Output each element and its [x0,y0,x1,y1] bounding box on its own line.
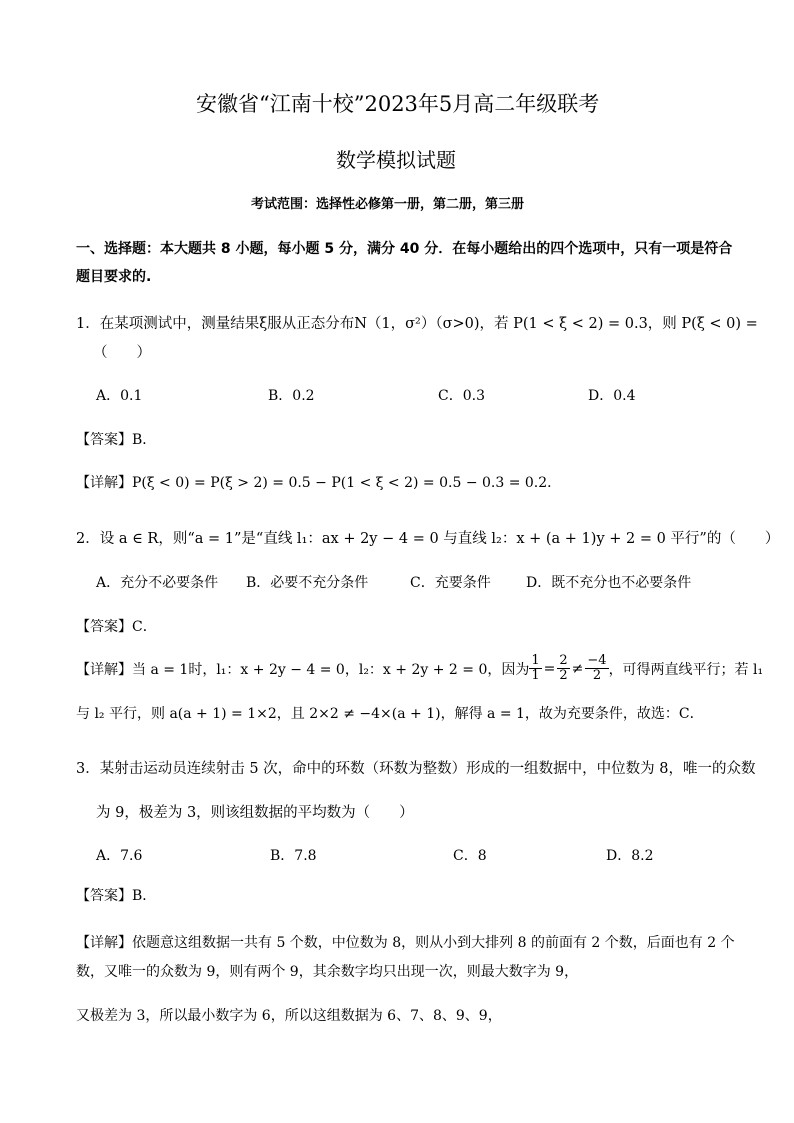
q2-option-c: C．充要条件 [410,575,491,591]
q3-answer: 【答案】B． [76,888,157,904]
q3-detail-line2: 数，又唯一的众数为 9，则有两个 9，其余数字均只出现一次，则最大数字为 9， [76,964,579,980]
q2-option-a: A．充分不必要条件 [96,575,219,591]
q2-detail-pre: 【详解】当 a = 1时，l₁：x + 2y − 4 = 0，l₂：x + 2y + 2 = 0，因为 [76,661,530,678]
q2-detail-line2: 与 l₂ 平行，则 a(a + 1) = 1×2，且 2×2 ≠ −4×(a + 1)，解得 a = 1，故为充要条件，故选：C． [76,706,704,722]
q3-stem-line2: 为 9，极差为 3，则该组数据的平均数为（ ） [96,805,414,821]
exam-scope: 考试范围：选择性必修第一册，第二册，第三册 [251,197,525,212]
q1-option-a: A．0.1 [96,388,143,404]
q1-option-d: D．0.4 [588,388,636,404]
q2-frac3-den: 2 [592,668,602,683]
q2-fraction-2 [557,654,569,683]
section-heading-line1: 一、选择题：本大题共 8 小题，每小题 5 分，满分 40 分．在每小题给出的四个选项中，只有一项是符合 [76,241,733,257]
q2-frac1-den: 1 [531,668,540,683]
q2-option-d: D．既不充分也不必要条件 [526,575,692,591]
q1-option-b: B．0.2 [268,388,315,404]
q3-detail-line1: 【详解】依题意这组数据一共有 5 个数，中位数为 8，则从小到大排列 8 的前面有 2 个数，后面也有 2 个 [76,935,735,951]
q3-stem-line1: 3．某射击运动员连续射击 5 次，命中的环数（环数为整数）形成的一组数据中，中位数为 8，唯一的众数 [76,761,756,777]
q1-detail: 【详解】P(ξ < 0) = P(ξ > 2) = 0.5 − P(1 < ξ < 2) = 0.5 − 0.3 = 0.2． [76,475,562,491]
q1-answer: 【答案】B． [76,432,157,448]
q3-option-a: A．7.6 [96,848,143,864]
q3-option-b: B．7.8 [270,848,317,864]
exam-title: 安徽省“江南十校”2023年5月高二年级联考 [196,92,600,116]
q1-option-c: C．0.3 [438,388,485,404]
q1-stem-line1: 1．在某项测试中，测量结果ξ服从正态分布N（1，σ²）（σ>0)，若 P(1 < ξ < 2) = 0.3，则 P(ξ < 0) = [76,316,758,332]
q2-neq-sign: ≠ [571,660,584,677]
q3-option-c: C．8 [453,848,487,864]
exam-subtitle: 数学模拟试题 [336,148,456,172]
q2-detail-line1 [76,654,763,683]
q3-detail-line3: 又极差为 3，所以最小数字为 6，所以这组数据为 6、7、8、9、9， [76,1008,502,1024]
q2-answer: 【答案】C． [76,619,157,635]
q2-frac1-num: 1 [531,653,540,668]
q2-stem: 2．设 a ∈ R，则“a = 1”是“直线 l₁：ax + 2y − 4 = 0 与直线 l₂：x + (a + 1)y + 2 = 0 平行”的（ ） [76,531,780,547]
q2-frac2-num: 2 [559,653,568,668]
q1-stem-line2: （ ） [93,345,151,361]
section-heading-line2: 题目要求的. [76,269,152,285]
q3-option-d: D．8.2 [606,848,654,864]
q2-fraction-3 [585,654,608,683]
q2-option-b: B．必要不充分条件 [246,575,369,591]
q2-fraction-1 [529,654,541,683]
q2-eq-sign: = [543,660,556,677]
q2-detail-post: ，可得两直线平行；若 l₁ [608,661,764,678]
q2-frac2-den: 2 [559,668,568,683]
q2-frac3-num: −4 [587,653,607,668]
